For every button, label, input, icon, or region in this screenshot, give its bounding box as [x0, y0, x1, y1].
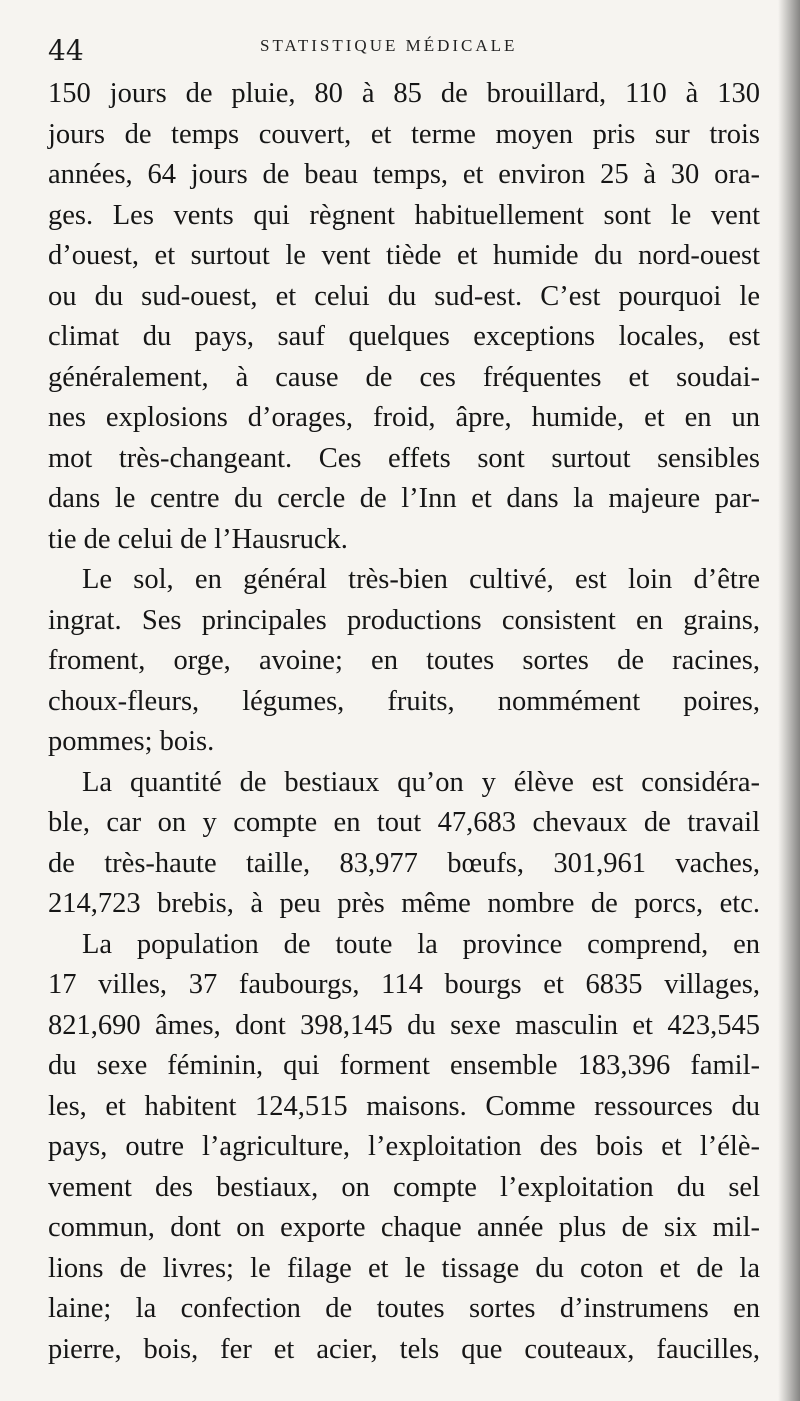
- text-line: Le sol, en général très-bien cultivé, est loin d’être: [82, 564, 760, 595]
- page-edge-shadow: [778, 0, 800, 1401]
- text-line: 214,723 brebis, à peu près même nombre de porcs, etc.: [48, 888, 760, 919]
- text-line: 821,690 âmes, dont 398,145 du sexe masculin et 423,545: [48, 1009, 760, 1041]
- text-line: pierre, bois, fer et acier, tels que couteaux, faucilles,: [48, 1333, 760, 1365]
- text-line: 150 jours de pluie, 80 à 85 de brouillard, 110 à 130: [48, 78, 760, 109]
- text-line: choux-fleurs, légumes, fruits, nommément poires,: [48, 685, 760, 717]
- text-line: pommes; bois.: [48, 726, 215, 757]
- text-line: ou du sud-ouest, et celui du sud-est. C’est pourquoi le: [48, 280, 760, 312]
- text-line: pays, outre l’agriculture, l’exploitation des bois et l’élè-: [48, 1131, 760, 1162]
- text-line: laine; la confection de toutes sortes d’instrumens en: [48, 1293, 760, 1324]
- text-line: d’ouest, et surtout le vent tiède et humide du nord-ouest: [48, 240, 760, 271]
- paragraph: [48, 74, 760, 560]
- text-line: généralement, à cause de ces fréquentes et soudai-: [48, 361, 760, 393]
- paragraph: [48, 560, 760, 763]
- text-line: climat du pays, sauf quelques exceptions locales, est: [48, 321, 760, 352]
- text-line: nes explosions d’orages, froid, âpre, humide, et en un: [48, 402, 760, 433]
- text-line: ingrat. Ses principales productions consistent en grains,: [48, 604, 760, 636]
- text-line: jours de temps couvert, et terme moyen pris sur trois: [48, 118, 760, 150]
- paragraph: [48, 763, 760, 925]
- text-line: tie de celui de l’Hausruck.: [48, 523, 348, 555]
- text-line: La population de toute la province comprend, en: [82, 928, 760, 960]
- text-line: lions de livres; le filage et le tissage du coton et de la: [48, 1252, 760, 1284]
- page-body: [48, 74, 760, 1370]
- text-line: 17 villes, 37 faubourgs, 114 bourgs et 6835 villages,: [48, 969, 760, 1000]
- text-line: les, et habitent 124,515 maisons. Comme ressources du: [48, 1090, 760, 1122]
- running-head: STATISTIQUE MÉDICALE: [260, 36, 518, 55]
- paragraph: [48, 925, 760, 1371]
- text-line: commun, dont on exporte chaque année plus de six mil-: [48, 1212, 760, 1243]
- text-line: mot très-changeant. Ces effets sont surtout sensibles: [48, 442, 760, 474]
- text-line: du sexe féminin, qui forment ensemble 183,396 famil-: [48, 1050, 760, 1081]
- page-header: [48, 30, 768, 70]
- text-line: années, 64 jours de beau temps, et environ 25 à 30 ora-: [48, 159, 760, 190]
- text-line: froment, orge, avoine; en toutes sortes de racines,: [48, 645, 760, 676]
- page-number: 44: [48, 34, 84, 67]
- text-line: La quantité de bestiaux qu’on y élève est considéra-: [82, 766, 760, 798]
- text-line: ges. Les vents qui règnent habituellement sont le vent: [48, 199, 760, 231]
- text-line: ble, car on y compte en tout 47,683 chevaux de travail: [48, 807, 760, 838]
- text-line: de très-haute taille, 83,977 bœufs, 301,961 vaches,: [48, 847, 760, 879]
- text-line: vement des bestiaux, on compte l’exploitation du sel: [48, 1171, 760, 1203]
- text-line: dans le centre du cercle de l’Inn et dans la majeure par-: [48, 483, 760, 514]
